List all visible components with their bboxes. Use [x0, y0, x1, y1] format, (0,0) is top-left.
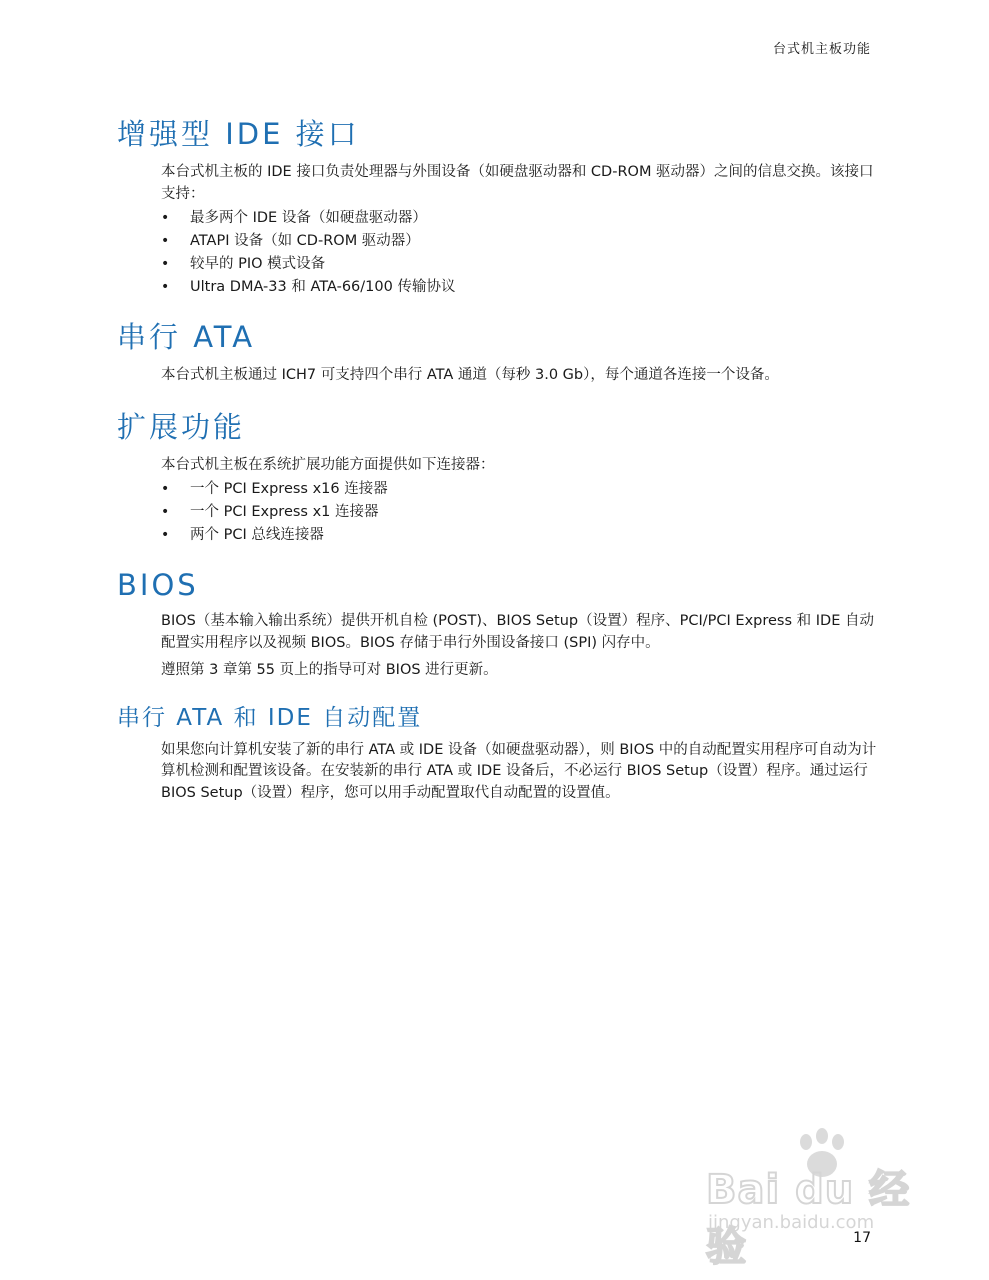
bios-paragraph-1: BIOS（基本输入输出系统）提供开机自检 (POST)、BIOS Setup（设置）程序、PCI/PCI Express 和 IDE 自动配置实用程序以及视频 BIOS。BIOS 存储于串行外围设备接口 (SPI) 闪存中。 [161, 613, 874, 651]
autoconfig-body: 如果您向计算机安装了新的串行 ATA 或 IDE 设备（如硬盘驱动器），则 BIOS 中的自动配置实用程序可自动为计算机检测和配置该设备。在安装新的串行 ATA 或 IDE 设备后，不必运行 BIOS Setup（设置）程序。通过运行 BIOS Setup（设置）程序，您可以用手动配置取代自动配置的设置值。 [161, 741, 877, 801]
section-body-sata [161, 365, 877, 387]
section-bios [117, 563, 877, 682]
ide-feature-list [161, 207, 877, 299]
section-ide [117, 112, 877, 299]
running-header: 台式机主板功能 [772, 42, 871, 57]
list-item: • 最多两个 IDE 设备（如硬盘驱动器） [161, 207, 877, 230]
section-title-bios: BIOS [117, 568, 199, 602]
section-sata [117, 315, 877, 387]
bios-paragraph-2: 遵照第 3 章第 55 页上的指导可对 BIOS 进行更新。 [161, 662, 498, 678]
list-item: • ATAPI 设备（如 CD-ROM 驱动器） [161, 230, 877, 253]
ide-intro: 本台式机主板的 IDE 接口负责处理器与外围设备（如硬盘驱动器和 CD-ROM 驱动器）之间的信息交换。该接口支持： [161, 164, 874, 202]
list-item: • 较早的 PIO 模式设备 [161, 253, 877, 276]
watermark-url: jingyan.baidu.com [708, 1212, 875, 1233]
page-content [117, 112, 877, 804]
expansion-connector-list [161, 478, 877, 547]
page-number: 17 [853, 1230, 871, 1246]
section-body-bios [161, 611, 877, 682]
expansion-intro: 本台式机主板在系统扩展功能方面提供如下连接器： [161, 456, 495, 473]
section-expansion [117, 405, 877, 548]
list-item: • 一个 PCI Express x16 连接器 [161, 478, 877, 501]
section-title-expansion: 扩展功能 [117, 409, 246, 444]
list-item: • 两个 PCI 总线连接器 [161, 524, 877, 547]
section-body-ide [161, 162, 877, 299]
list-item: • Ultra DMA-33 和 ATA-66/100 传输协议 [161, 276, 877, 299]
section-autoconfig [117, 700, 877, 805]
sata-body: 本台式机主板通过 ICH7 可支持四个串行 ATA 通道（每秒 3.0 Gb），每个通道各连接一个设备。 [161, 367, 779, 383]
watermark-brand: Bai du 经验 [706, 1167, 911, 1270]
section-title-ide: 增强型 IDE 接口 [117, 117, 360, 151]
section-title-sata: 串行 ATA [117, 320, 256, 354]
section-title-autoconfig: 串行 ATA 和 IDE 自动配置 [117, 704, 423, 731]
list-item: • 一个 PCI Express x1 连接器 [161, 501, 877, 524]
section-body-autoconfig [161, 740, 877, 805]
baidu-jingyan-watermark [700, 1128, 940, 1270]
section-body-expansion [161, 455, 877, 548]
